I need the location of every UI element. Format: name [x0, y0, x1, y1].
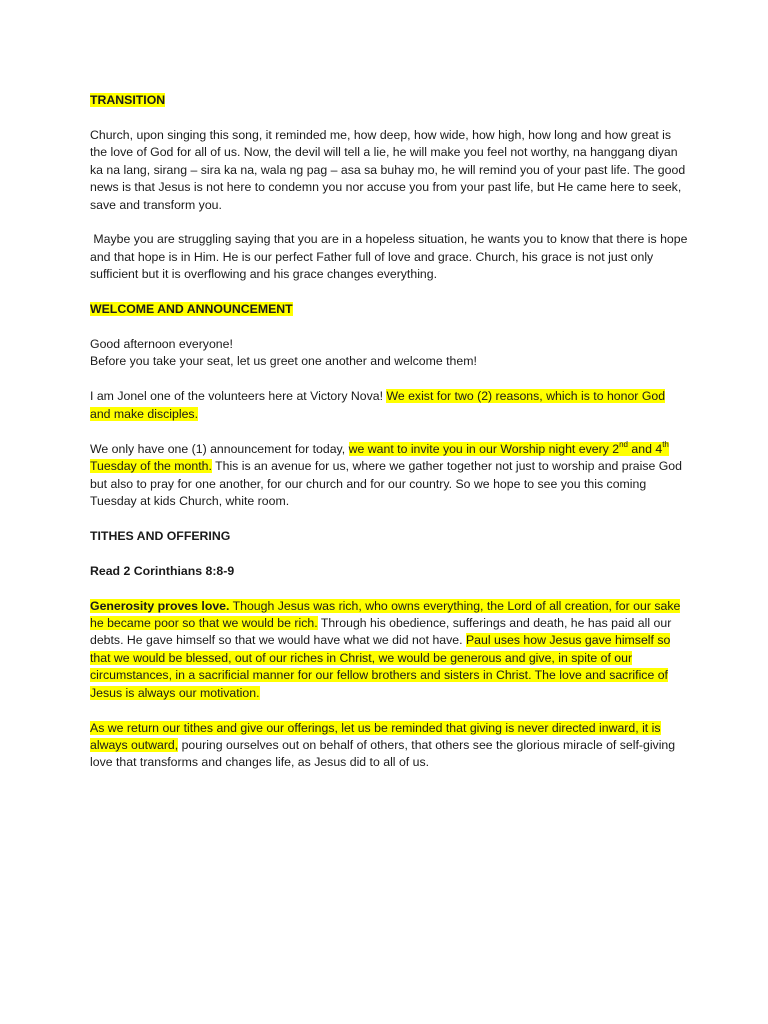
generosity-paragraph: Generosity proves love. Though Jesus was rich, who owns everything, the Lord of all creation, for our sake he became poor so that we would be rich. Through his obedience, sufferings and death, he has paid all our debts. He gave himself so that we would have what we did not have. Paul uses how Jesus gave himself so that we would be blessed, out of our riches in Christ, we would be generous and give, in spite of our circumstances, in a sacrificial manner for our fellow brothers and sisters in Christ. The love and sacrifice of Jesus is always our motivation.	[90, 598, 681, 700]
transition-paragraph-1: Church, upon singing this song, it reminded me, how deep, how wide, how high, how long and how great is the love of God for all of us. Now, the devil will tell a lie, he will make you feel not worthy, na hanggang diyan ka na lang, sirang – sira ka na, wala ng pag – asa sa buhay mo, he will remind you of your past life. The good news is that Jesus is not here to condemn you nor accuse you from your past life, but He came here to seek, save and transform you.	[90, 127, 686, 212]
greeting-line-1: Good afternoon everyone!	[90, 337, 233, 352]
transition-paragraph-2: Maybe you are struggling saying that you are in a hopeless situation, he wants you to know that there is hope and that hope is in Him. He is our perfect Father full of love and grace. Church, his grace is not just only sufficient but it is overflowing and his grace changes everything.	[90, 232, 691, 282]
intro-paragraph: I am Jonel one of the volunteers here at Victory Nova! We exist for two (2) reasons, which is to honor God and make disciples.	[90, 389, 666, 421]
transition-heading: TRANSITION	[90, 93, 166, 107]
tithes-heading: TITHES AND OFFERING	[90, 528, 231, 543]
scripture-reading: Read 2 Corinthians 8:8-9	[90, 563, 235, 578]
welcome-heading: WELCOME AND ANNOUNCEMENT	[90, 302, 293, 317]
announcement-paragraph: We only have one (1) announcement for today, we want to invite you in our Worship night every 2nd and 4th Tuesday of the month. This is an avenue for us, where we gather together not just to worship and praise God but also to pray for one another, for our church and for our country. So we hope to see you this coming Tuesday at kids Church, white room.	[90, 439, 682, 508]
return-paragraph: As we return our tithes and give our offerings, let us be reminded that giving is never directed inward, it is always outward, pouring ourselves out on behalf of others, that others see the glorious miracle of self-giving love that transforms and changes life, as Jesus did to all of us.	[90, 720, 676, 770]
greeting-line-2: Before you take your seat, let us greet one another and welcome them!	[90, 354, 477, 369]
